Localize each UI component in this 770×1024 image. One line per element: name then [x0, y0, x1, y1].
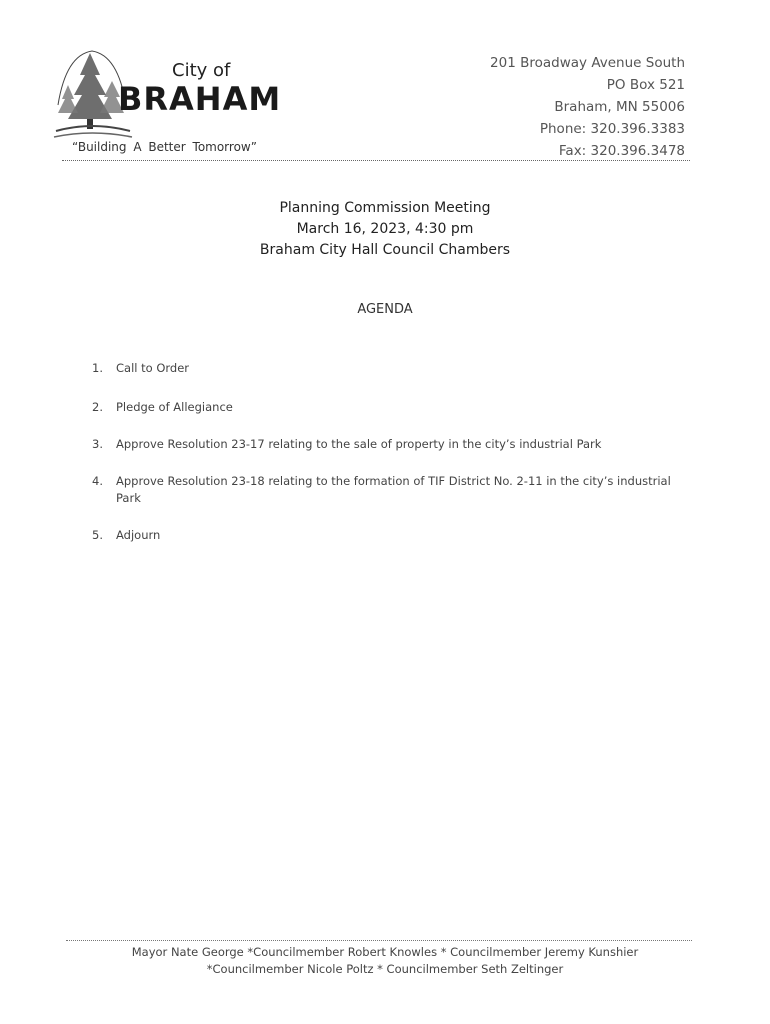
- meeting-title-block: [0, 198, 770, 261]
- agenda-list: [92, 360, 672, 544]
- agenda-item-text: Approve Resolution 23-18 relating to the formation of TIF District No. 2-11 in the city’s industrial Park: [116, 474, 671, 505]
- agenda-item-number: 4.: [92, 474, 103, 488]
- agenda-item-text: Approve Resolution 23-17 relating to the sale of property in the city’s industrial Park: [116, 437, 602, 451]
- meeting-datetime: March 16, 2023, 4:30 pm: [296, 221, 474, 237]
- council-members-footer: [0, 944, 770, 978]
- city-tagline: “Building A Better Tomorrow”: [72, 140, 257, 154]
- address-city-state-zip: Braham, MN 55006: [554, 99, 685, 115]
- agenda-item-adjourn: [92, 527, 672, 544]
- footer-line-1: Mayor Nate George *Councilmember Robert Knowles * Councilmember Jeremy Kunshier: [131, 945, 639, 959]
- agenda-item-number: 3.: [92, 437, 103, 451]
- agenda-item-text: Adjourn: [116, 528, 161, 542]
- address-street: 201 Broadway Avenue South: [490, 55, 685, 71]
- agenda-item-number: 5.: [92, 528, 103, 542]
- address-phone: Phone: 320.396.3383: [539, 121, 685, 137]
- meeting-title: Planning Commission Meeting: [279, 200, 491, 216]
- meeting-location: Braham City Hall Council Chambers: [259, 242, 511, 258]
- city-name: BRAHAM: [118, 80, 282, 118]
- agenda-item-pledge: [92, 399, 672, 416]
- footer-line-2: *Councilmember Nicole Poltz * Councilmember Seth Zeltinger: [206, 962, 564, 976]
- city-of-label: City of: [172, 60, 231, 81]
- address-po-box: PO Box 521: [606, 77, 685, 93]
- agenda-item-number: 2.: [92, 400, 103, 414]
- city-address-block: [490, 52, 685, 162]
- footer-divider: [66, 940, 692, 941]
- agenda-item-resolution-23-17: [92, 436, 672, 453]
- agenda-item-text: Pledge of Allegiance: [116, 400, 233, 414]
- agenda-item-resolution-23-18: [92, 473, 672, 507]
- agenda-item-text: Call to Order: [116, 361, 190, 375]
- header-divider: [62, 160, 690, 161]
- agenda-item-number: 1.: [92, 361, 103, 375]
- address-fax: Fax: 320.396.3478: [558, 143, 685, 159]
- agenda-heading: AGENDA: [357, 302, 413, 317]
- agenda-item-call-to-order: [92, 360, 672, 377]
